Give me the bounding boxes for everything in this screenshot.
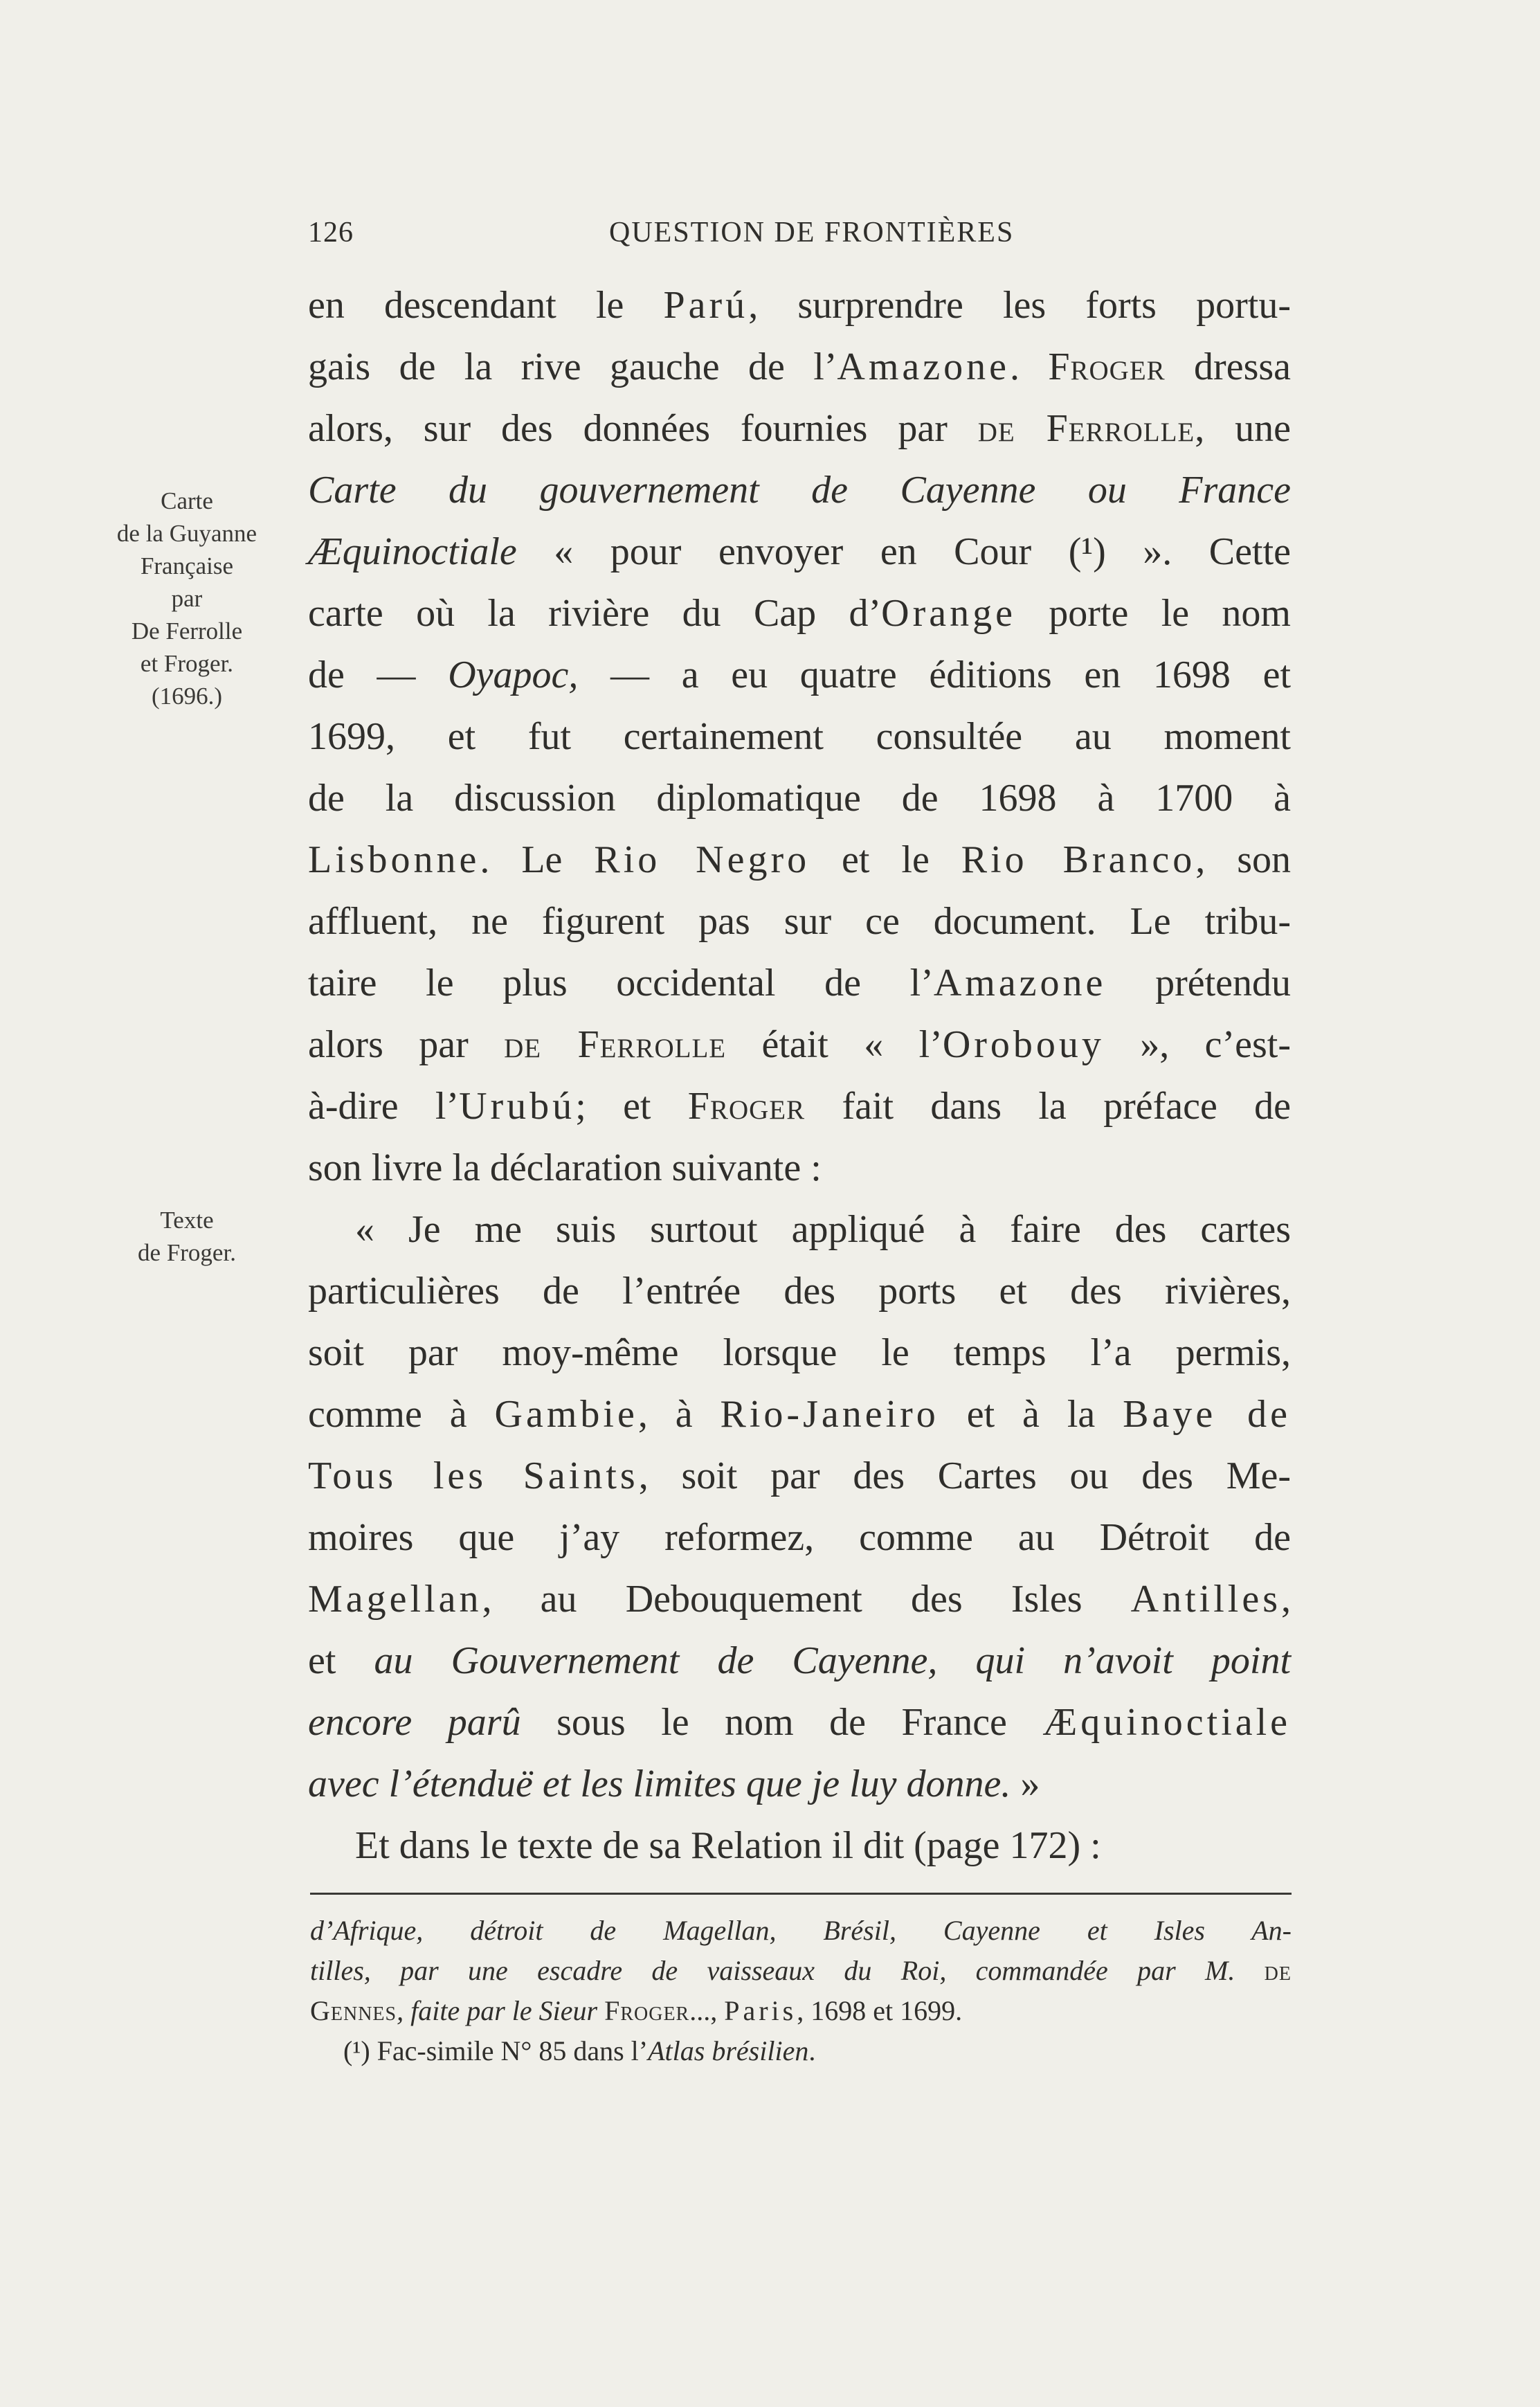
body-line — [308, 398, 1291, 460]
text-segment: « Je me suis surtout appliqué à faire des cartes — [355, 1208, 1291, 1251]
margin-note-line: Texte — [160, 1207, 214, 1234]
text-segment: Froger — [1048, 345, 1166, 388]
text-segment: dressa — [1165, 345, 1292, 388]
running-title: QUESTION DE FRONTIÈRES — [609, 217, 1015, 249]
body-line — [308, 1445, 1291, 1507]
text-segment: Baye de — [1123, 1393, 1292, 1436]
body-line — [308, 1630, 1291, 1692]
text-segment: de — — [308, 653, 449, 696]
text-segment: et à la — [939, 1393, 1123, 1436]
margin-note-line: de la Guyanne — [116, 520, 257, 547]
text-segment: , 1698 et 1699. — [797, 1995, 963, 2026]
body-line — [308, 953, 1291, 1014]
body-line — [308, 1199, 1291, 1261]
text-segment: sous le nom de France — [520, 1701, 1043, 1744]
body-line — [308, 1137, 1291, 1199]
footnote-line — [310, 1991, 1292, 2031]
text-segment: Gennes — [310, 1995, 397, 2026]
text-segment: et le — [810, 838, 961, 881]
text-segment: (¹) Fac-simile N° 85 dans l’ — [343, 2035, 649, 2066]
text-segment: carte où la rivière du Cap d’ — [308, 592, 882, 635]
footnote-line — [310, 1911, 1292, 1951]
text-segment: de — [1264, 1955, 1292, 1986]
text-segment: taire le plus occidental de l’ — [308, 962, 934, 1004]
text-segment: Carte du gouvernement de Cayenne ou France — [308, 469, 1291, 512]
body-line — [308, 521, 1291, 583]
body-line — [308, 1261, 1291, 1322]
text-segment: Magellan — [308, 1578, 482, 1621]
body-line — [308, 1076, 1291, 1137]
text-segment: — a eu quatre éditions en 1698 et — [578, 653, 1291, 696]
text-segment: fait dans la préface de — [805, 1085, 1291, 1128]
text-segment: Amazone — [933, 962, 1107, 1004]
text-segment: était « l’ — [726, 1023, 943, 1066]
text-segment: en descendant le — [308, 284, 664, 327]
body-line — [308, 1754, 1291, 1815]
text-segment: Urubú — [459, 1085, 576, 1128]
text-segment: Rio-Janeiro — [720, 1393, 939, 1436]
text-segment: Orange — [881, 592, 1016, 635]
text-segment: Parú — [663, 284, 749, 327]
text-segment: encore parû — [308, 1701, 521, 1744]
margin-note-line: Carte — [161, 487, 213, 514]
body-text — [308, 275, 1291, 1877]
body-line — [308, 1815, 1291, 1877]
text-segment: Rio Negro — [594, 838, 810, 881]
body-line — [308, 829, 1291, 891]
margin-note-texte — [76, 1204, 298, 1269]
body-line — [308, 275, 1291, 336]
text-segment: de la discussion diplomatique de 1698 à 1700 à — [308, 777, 1291, 820]
text-segment: Lisbonne — [308, 838, 480, 881]
text-segment: Æquinoctiale — [308, 530, 517, 573]
text-segment: ; et — [575, 1085, 688, 1128]
text-segment: prétendu — [1106, 962, 1292, 1004]
text-segment: Æquinoctiale — [1042, 1701, 1292, 1744]
text-segment: particulières de l’entrée des ports et des rivières, — [308, 1270, 1291, 1313]
margin-note-line: et Froger. — [140, 650, 234, 677]
text-segment: Froger — [687, 1085, 806, 1128]
footnote-line — [310, 2031, 1292, 2071]
body-line — [308, 336, 1291, 398]
margin-note-line: par — [171, 585, 203, 612]
body-line — [308, 1569, 1291, 1630]
text-segment: . Le — [480, 838, 595, 881]
text-segment: « pour envoyer en Cour (¹) ». Cette — [516, 530, 1291, 573]
text-segment: Tous les Saints — [308, 1454, 639, 1497]
text-segment: au Gouvernement de Cayenne, qui n’avoit point — [374, 1639, 1291, 1682]
margin-note-carte — [76, 485, 298, 712]
text-segment: 1699, et fut certainement consultée au moment — [308, 715, 1291, 758]
body-line — [308, 1384, 1291, 1445]
text-segment: comme à — [308, 1393, 495, 1436]
text-segment: Oyapoc, — [448, 653, 579, 696]
text-segment: , — [1281, 1578, 1291, 1621]
body-line — [308, 1322, 1291, 1384]
body-line — [308, 768, 1291, 829]
text-segment: » — [1011, 1763, 1040, 1805]
text-segment: de Ferrolle — [504, 1023, 727, 1066]
text-segment: , faite par le Sieur — [397, 1995, 605, 2026]
text-segment: alors, sur des données fournies par — [308, 407, 978, 450]
running-header — [308, 216, 1291, 258]
text-segment: Et dans le texte de sa Relation il dit (page 172) : — [355, 1824, 1101, 1867]
body-line — [308, 583, 1291, 644]
text-segment: Paris — [724, 1995, 797, 2026]
margin-note-line: Française — [140, 552, 234, 579]
text-segment: Rio Branco — [961, 838, 1196, 881]
text-segment: d’Afrique, détroit de Magellan, Brésil, Cayenne et Isles An- — [310, 1915, 1292, 1946]
footnotes — [310, 1911, 1292, 2071]
margin-note-line: de Froger. — [138, 1239, 236, 1266]
text-segment: à-dire l’ — [308, 1085, 460, 1128]
text-segment: et — [308, 1639, 374, 1682]
text-segment: tilles, par une escadre de vaisseaux du Roi, commandée par M. — [310, 1955, 1265, 1986]
text-segment: Gambie — [494, 1393, 638, 1436]
text-segment: , une — [1195, 407, 1291, 450]
text-segment: , surprendre les forts portu- — [748, 284, 1291, 327]
text-segment: affluent, ne figurent pas sur ce document. Le tribu- — [308, 900, 1291, 943]
body-line — [308, 460, 1291, 521]
text-segment: alors par — [308, 1023, 505, 1066]
text-segment: Antilles — [1130, 1578, 1281, 1621]
page-number: 126 — [308, 217, 354, 249]
body-line — [308, 891, 1291, 953]
text-segment: . — [808, 2035, 816, 2066]
body-line — [308, 1507, 1291, 1569]
text-segment: , son — [1195, 838, 1291, 881]
body-line — [308, 1692, 1291, 1754]
margin-note-line: (1696.) — [151, 683, 223, 710]
text-segment: ..., — [689, 1995, 725, 2026]
text-segment: , à — [637, 1393, 721, 1436]
text-segment: , soit par des Cartes ou des Me- — [638, 1454, 1291, 1497]
text-segment: moires que j’ay reformez, comme au Détroit de — [308, 1516, 1291, 1559]
text-segment: de Ferrolle — [977, 407, 1195, 450]
text-segment: gais de la rive gauche de l’ — [308, 345, 837, 388]
footnote-line — [310, 1951, 1292, 1991]
text-segment: porte le nom — [1015, 592, 1291, 635]
footnote-rule — [310, 1893, 1292, 1895]
text-segment: Amazone — [837, 345, 1010, 388]
text-segment: Atlas brésilien — [648, 2035, 809, 2066]
text-segment: son livre la déclaration suivante : — [308, 1146, 822, 1189]
body-line — [308, 1014, 1291, 1076]
text-segment: . — [1009, 345, 1049, 388]
text-segment: avec l’étenduë et les limites que je luy donne. — [308, 1763, 1011, 1805]
text-segment: soit par moy-même lorsque le temps l’a permis, — [308, 1331, 1291, 1374]
body-line — [308, 706, 1291, 768]
text-segment: Froger — [604, 1995, 690, 2026]
text-segment: , au Debouquement des Isles — [482, 1578, 1131, 1621]
text-segment: Orobouy — [942, 1023, 1105, 1066]
body-line — [308, 644, 1291, 706]
margin-note-line: De Ferrolle — [131, 617, 243, 644]
text-segment: », c’est- — [1104, 1023, 1292, 1066]
